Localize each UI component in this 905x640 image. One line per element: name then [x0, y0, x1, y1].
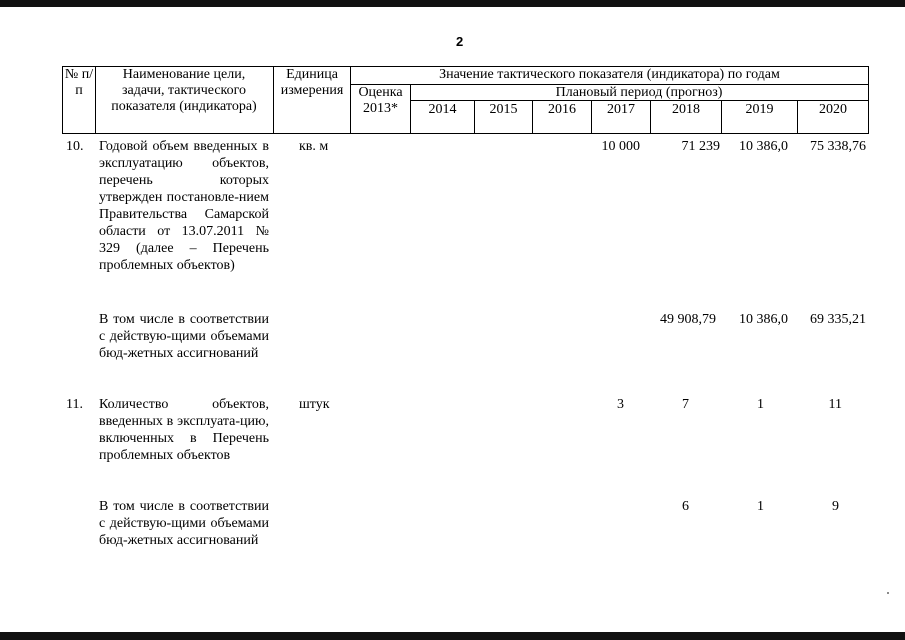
value-2019: 10 386,0	[739, 139, 788, 154]
header-year-2018: 2018	[672, 102, 700, 117]
value-2018: 49 908,79	[660, 312, 716, 327]
value-2017: 10 000	[601, 139, 640, 154]
row-unit: кв. м	[299, 139, 329, 154]
header-year-2017: 2017	[607, 102, 635, 117]
value-2020: 11	[828, 397, 842, 412]
header-col-plan: Плановый период (прогноз)	[555, 85, 723, 100]
value-2020: 69 335,21	[810, 312, 866, 327]
value-2020: 9	[832, 499, 839, 514]
value-2017: 3	[617, 397, 624, 412]
row-number: 11.	[66, 397, 83, 412]
row-name: В том числе в соответствии с действую-щими объемами бюд-жетных ассигнований	[99, 499, 269, 548]
row-name: Количество объектов, введенных в эксплуата-цию, включенных в Перечень проблемных объектов	[99, 397, 269, 463]
value-2019: 10 386,0	[739, 312, 788, 327]
header-col-unit: Единица измерения	[280, 67, 344, 98]
value-2019: 1	[757, 397, 764, 412]
header-year-2019: 2019	[745, 102, 774, 117]
row-unit: штук	[299, 397, 330, 412]
header-col-estimate: Оценка 2013*	[358, 85, 403, 116]
header-col-values: Значение тактического показателя (индикатора) по годам	[439, 67, 780, 82]
value-2018: 7	[682, 397, 689, 412]
header-year-2014: 2014	[428, 102, 457, 117]
scan-speck	[887, 592, 889, 594]
header-year-2020: 2020	[819, 102, 847, 117]
value-2018: 6	[682, 499, 689, 514]
scan-bottom-border	[0, 632, 905, 640]
value-2020: 75 338,76	[810, 139, 866, 154]
row-name: Годовой объем введенных в эксплуатацию объектов, перечень которых утвержден постановле-нием Правительства Самарской области от 13.07.2011 № 329 (далее – Перечень проблемных объектов)	[99, 139, 269, 273]
value-2018: 71 239	[681, 139, 720, 154]
header-year-2015: 2015	[489, 102, 518, 117]
header-year-2016: 2016	[548, 102, 576, 117]
row-name: В том числе в соответствии с действую-щими объемами бюд-жетных ассигнований	[99, 312, 269, 361]
scan-top-border	[0, 0, 905, 7]
value-2019: 1	[757, 499, 764, 514]
row-number: 10.	[66, 139, 84, 154]
page-number: 2	[456, 34, 464, 49]
header-col-no: № п/п	[64, 67, 94, 98]
header-col-name: Наименование цели, задачи, тактического показателя (индикатора)	[111, 67, 257, 114]
